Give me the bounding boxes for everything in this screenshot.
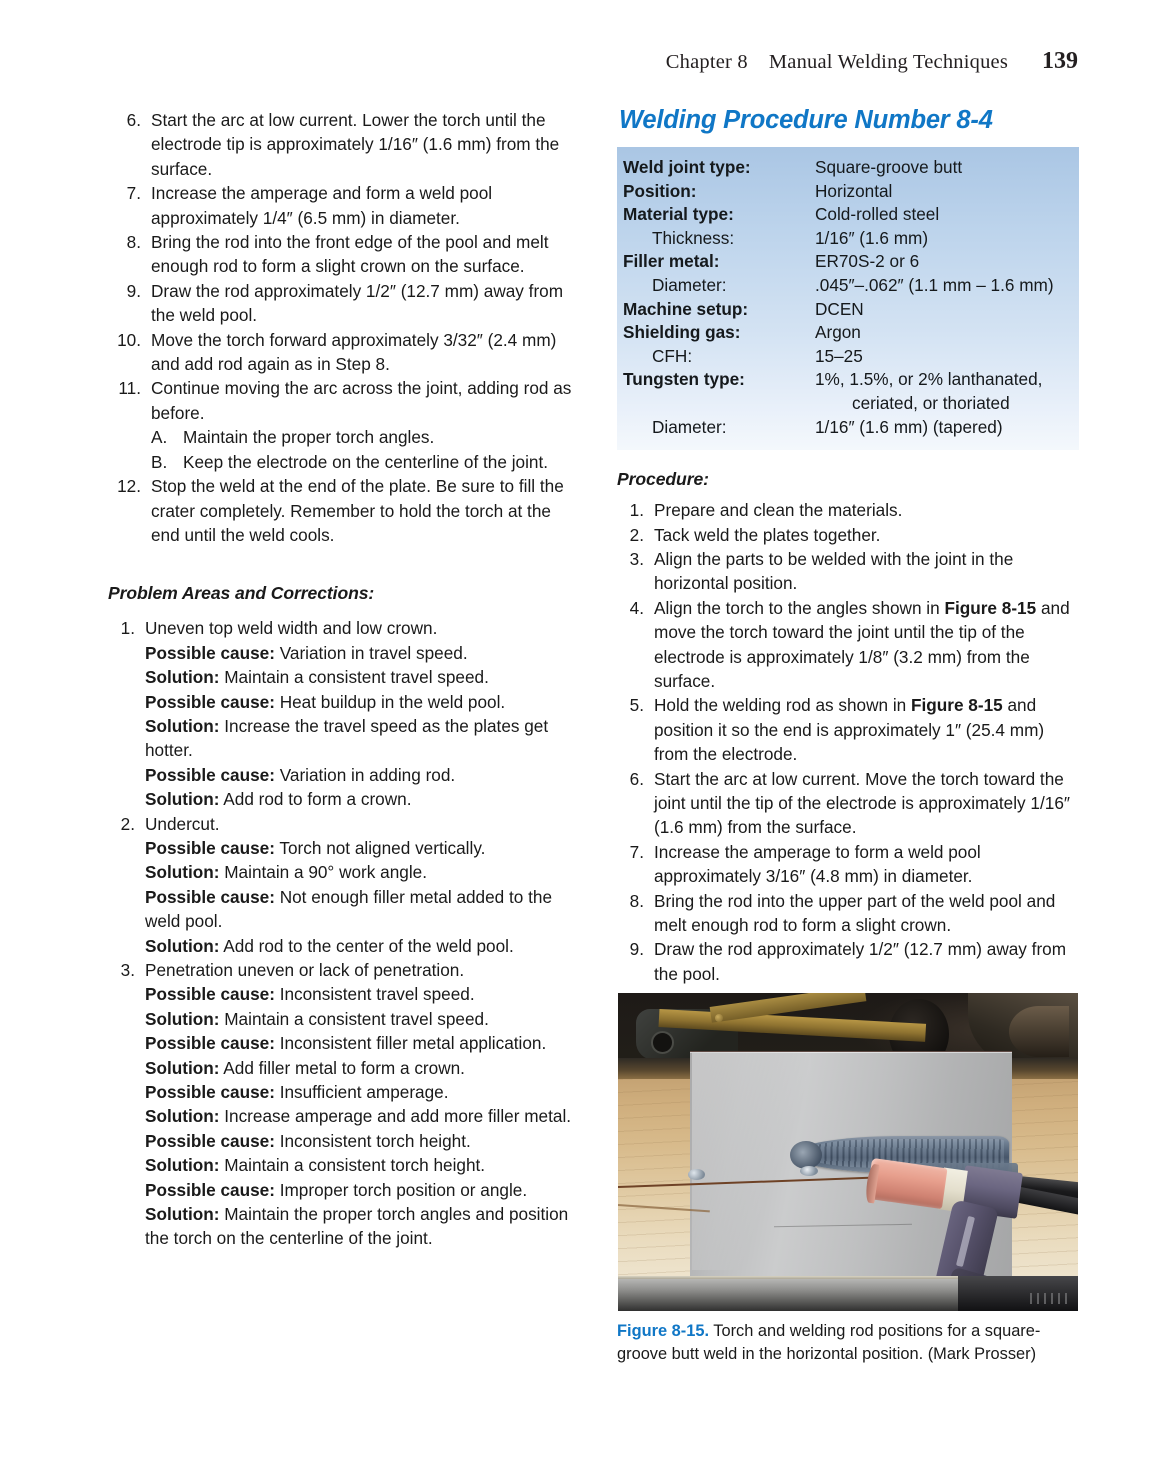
line-label: Solution: [145,667,220,688]
line-label: Solution: [145,1204,220,1225]
continued-steps-list [108,108,580,547]
continued-step-item [108,474,580,547]
procedure-step-item [617,767,1079,840]
list-item-number: 7. [629,841,644,862]
line-label: Possible cause: [145,764,275,785]
spec-value: ER70S-2 or 6 [815,251,920,272]
spec-row [623,180,1069,204]
spec-row [623,321,1069,345]
list-item-text: Draw the rod approximately 1/2″ (12.7 mm) away from the weld pool. [151,280,564,326]
list-item-number: 8. [629,890,644,911]
spec-key: Position: [623,180,697,201]
list-item-number: 5. [629,695,644,716]
line-label: Possible cause: [145,886,275,907]
procedure-heading: Procedure: [617,469,709,490]
spec-row [623,203,1069,227]
sub-item-text: Maintain the proper torch angles. [183,427,435,448]
list-item-text: Increase the amperage and form a weld pool approximately 1/4″ (6.5 mm) in diameter. [151,183,493,228]
line-label: Solution: [145,1106,220,1127]
continued-step-item [108,279,580,328]
spec-value: ceriated, or thoriated [852,392,1010,413]
list-item-text: Bring the rod into the front edge of the pool and melt enough rod to form a slight crown on the surface. [151,232,549,277]
line-label: Possible cause: [145,1082,275,1103]
figure-caption [617,1320,1083,1365]
spec-row [623,156,1069,180]
solution-line [145,787,580,811]
continued-step-item [108,230,580,279]
figure-caption-text: Torch and welding rod positions for a square-groove butt weld in the horizontal position. (Mark Prosser) [617,1322,1041,1363]
sub-item-text: Keep the electrode on the centerline of the joint. [183,451,549,472]
line-text: Variation in travel speed. [274,642,468,663]
photo-background-curve-secondary [1009,1006,1069,1057]
list-item-number: 8. [126,232,141,253]
photo-bench-rail-perforations [1030,1293,1071,1304]
weld-photo-illustration [618,993,1078,1311]
possible-cause-line [145,1080,580,1104]
possible-cause-line [145,1031,580,1055]
list-item-number: 6. [629,768,644,789]
procedure-step-item [617,937,1079,986]
list-item-number: 4. [629,597,644,618]
line-text: Increase amperage and add more filler metal. [219,1106,572,1127]
spec-value: Argon [815,322,861,343]
sub-item-letter: A. [151,427,168,448]
list-item-text: Prepare and clean the materials. [654,500,903,521]
spec-key: Weld joint type: [623,157,751,177]
possible-cause-line [145,1129,580,1153]
list-item-text: Start the arc at low current. Lower the torch until the electrode tip is approximately 1/16″ (1.6 mm) from the surface. [151,110,560,179]
list-item-text: Move the torch forward approximately 3/32″ (2.4 mm) and add rod again as in Step 8. [151,329,557,375]
spec-row [623,298,1069,322]
spec-value: Cold-rolled steel [815,204,940,225]
spec-row [623,392,1069,416]
spec-key: Diameter: [652,416,727,437]
running-head-title: Manual Welding Techniques [768,51,1008,73]
procedure-step-item [617,693,1079,766]
line-label: Possible cause: [145,1179,275,1200]
photo-clamp-hole [653,1033,672,1052]
line-label: Possible cause: [145,642,275,663]
possible-cause-line [145,641,580,665]
line-text: Variation in adding rod. [274,764,456,785]
left-column [108,108,580,1251]
welding-procedure-title: Welding Procedure Number 8-4 [619,106,993,134]
page-number: 139 [1042,48,1078,74]
list-item-number: 1. [120,618,135,639]
list-item-text: Uneven top weld width and low crown. [145,618,438,639]
line-label: Solution: [145,1155,220,1176]
line-label: Solution: [145,862,220,883]
solution-line [145,665,580,689]
spec-key: Tungsten type: [623,369,745,390]
line-text: Add filler metal to form a crown. [219,1057,465,1078]
step-11-sub-item [151,450,580,474]
possible-cause-line [145,982,580,1006]
list-item-number: 7. [126,183,141,204]
spec-value: 1%, 1.5%, or 2% lanthanated, [815,369,1043,390]
spec-key: Shielding gas: [623,322,741,343]
list-item-number: 10. [117,329,141,350]
list-item-text: Draw the rod approximately 1/2″ (12.7 mm) away from the pool. [654,939,1067,984]
spec-row [623,227,1069,251]
spec-value: .045″–.062″ (1.1 mm – 1.6 mm) [815,274,1054,295]
line-text: Inconsistent filler metal application. [274,1033,547,1054]
spec-row [623,250,1069,274]
line-text: Improper torch position or angle. [274,1179,528,1200]
continued-step-item [108,181,580,230]
spec-value: 1/16″ (1.6 mm) (tapered) [815,416,1003,437]
procedure-step-item [617,547,1079,596]
problem-areas-heading: Problem Areas and Corrections: [108,583,375,604]
possible-cause-line [145,885,580,934]
list-item-text: Undercut. [145,813,220,834]
solution-line [145,860,580,884]
possible-cause-line [145,690,580,714]
list-item-text: Stop the weld at the end of the plate. Be sure to fill the crater completely. Remember to hold the torch at the end until the weld cools. [151,476,564,545]
inline-bold-reference: Figure 8-15 [944,597,1037,618]
list-item-text: Start the arc at low current. Move the torch toward the joint until the tip of the electrode is approximately 1/16″ (1.6 mm) from the surface. [654,768,1070,838]
list-item-text: Align the parts to be welded with the joint in the horizontal position. [654,548,1014,594]
list-item-number: 3. [120,960,135,980]
problem-item [108,812,580,958]
possible-cause-line [145,836,580,860]
list-item-number: 9. [629,939,644,960]
spec-row [623,345,1069,369]
problem-cause-solution-block [145,836,580,958]
step-11-sublist [151,425,580,474]
line-label: Solution: [145,789,220,810]
spec-key: Thickness: [652,227,735,248]
spec-value: DCEN [815,298,864,319]
problem-item [108,958,580,1251]
line-label: Solution: [145,1008,220,1029]
line-text: Maintain a consistent torch height. [219,1155,486,1176]
line-text: Maintain the proper torch angles and position the torch on the centerline of the joint. [145,1204,569,1249]
spec-value: 1/16″ (1.6 mm) [815,227,929,248]
list-item-number: 11. [118,378,141,399]
procedure-step-item [617,889,1079,938]
line-label: Possible cause: [145,1130,275,1151]
procedure-step-item [617,596,1079,694]
procedure-step-item [617,840,1079,889]
line-label: Possible cause: [145,984,275,1005]
solution-line [145,1007,580,1031]
spec-row [623,274,1069,298]
line-text: Heat buildup in the weld pool. [274,691,506,712]
list-item-text: Bring the rod into the upper part of the weld pool and melt enough rod to form a slight crown. [654,890,1056,936]
possible-cause-line [145,1178,580,1202]
line-label: Solution: [145,1057,220,1078]
procedure-steps-list [617,498,1079,986]
list-item-number: 2. [629,524,644,545]
spec-key [623,392,815,416]
spec-value: Horizontal [815,180,893,201]
line-text: Increase the travel speed as the plates get hotter. [145,715,549,761]
spec-key: Diameter: [652,274,727,295]
list-item-number: 12. [117,476,141,497]
problem-cause-solution-block [145,641,580,812]
list-item-text: Continue moving the arc across the joint, adding rod as before. [151,378,572,423]
possible-cause-line [145,763,580,787]
right-column [617,106,1079,986]
spec-key: Filler metal: [623,251,720,272]
list-item-number: 1. [629,500,644,521]
line-label: Possible cause: [145,837,275,858]
figure-8-15-photo [618,993,1078,1311]
line-text: Insufficient amperage. [274,1082,449,1103]
line-text: Inconsistent torch height. [274,1130,471,1151]
list-item-text: Increase the amperage to form a weld pool approximately 3/16″ (4.8 mm) in diameter. [654,841,981,887]
line-label: Solution: [145,935,220,956]
continued-step-item [108,108,580,181]
spec-key: Material type: [623,204,734,225]
spec-row [623,416,1069,440]
welding-procedure-spec-table [617,147,1079,450]
solution-line [145,1202,580,1251]
line-text: Maintain a consistent travel speed. [219,1008,489,1029]
spec-value: Square-groove butt [815,157,963,177]
solution-line [145,1056,580,1080]
problem-areas-list [108,616,580,1251]
procedure-step-item [617,523,1079,547]
line-label: Possible cause: [145,1033,275,1054]
line-text: Maintain a 90° work angle. [219,862,427,883]
sub-item-letter: B. [151,451,168,472]
photo-screw [715,1014,724,1022]
continued-step-item [108,328,580,377]
running-head [666,48,1078,75]
continued-step-item [108,376,580,474]
solution-line [145,1153,580,1177]
problem-cause-solution-block [145,982,580,1250]
line-text: Inconsistent travel speed. [274,984,475,1005]
solution-line [145,1104,580,1128]
problem-item [108,616,580,811]
line-text: Add rod to the center of the weld pool. [219,935,514,956]
line-text: Not enough filler metal added to the weld pool. [145,886,553,932]
list-item-text: Penetration uneven or lack of penetration. [145,960,465,980]
list-item-text: Align the torch to the angles shown in Figure 8-15 and move the torch toward the joint until the tip of the electrode is approximately 1/8″ (3.2 mm) from the surface. [654,597,1070,691]
spec-row [623,368,1069,392]
line-text: Torch not aligned vertically. [274,837,486,858]
spec-value: 15–25 [815,345,863,366]
step-11-sub-item [151,425,580,449]
running-head-chapter: Chapter 8 [665,51,748,73]
list-item-number: 6. [126,110,141,130]
list-item-text: Hold the welding rod as shown in Figure 8-15 and position it so the end is approximately 1″ (25.4 mm) from the electrode. [654,695,1045,765]
line-label: Solution: [145,715,220,736]
procedure-step-item [617,498,1079,522]
list-item-text: Tack weld the plates together. [654,524,881,545]
solution-line [145,714,580,763]
inline-bold-reference: Figure 8-15 [911,695,1003,716]
list-item-number: 3. [629,548,644,569]
spec-key: Machine setup: [623,298,749,319]
list-item-number: 9. [126,280,141,301]
list-item-number: 2. [120,813,135,834]
spec-key: CFH: [652,345,693,366]
line-text: Add rod to form a crown. [219,789,412,810]
line-label: Possible cause: [145,691,275,712]
line-text: Maintain a consistent travel speed. [219,667,489,688]
figure-caption-number: Figure 8-15. [617,1322,709,1340]
solution-line [145,934,580,958]
